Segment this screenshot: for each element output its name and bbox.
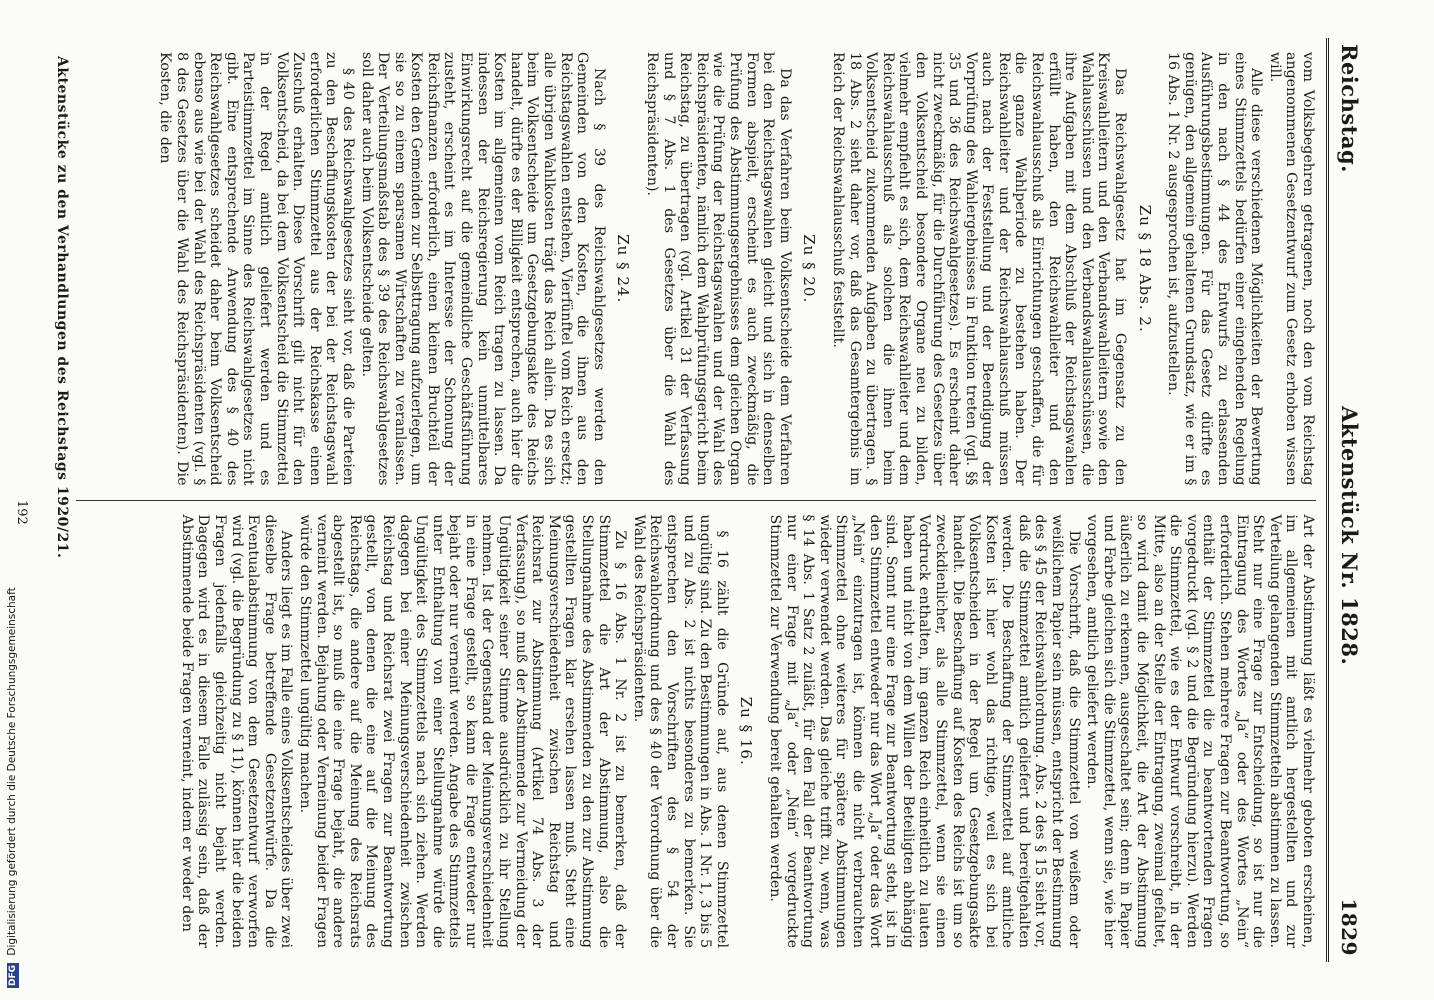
paragraph: Anders liegt es im Falle eines Volksentscheides über zwei dieselbe Frage betreffende Gesetzentwürfe. Da die Eventualabstimmung von dem Gesetzentwurf verworfen wird (vgl. die Begründung zu § 11), können hier die beiden Fragen jedenfalls gleichzeitig nicht bejaht werden. Dagegen wird es in diesem Falle zulässig sein, daß der Abstimmende beide Fragen verneint, indem er weder den [178,514,295,948]
footer-text: Aktenstücke zu den Verhandlungen des Reichstags 1920/21. [54,56,70,559]
paragraph: § 16 zählt die Gründe auf, aus denen Stimmzettel ungültig sind. Zu den Bestimmungen in Abs. 1 Nr. 1, 3 bis 5 und zu Abs. 2 ist nichts besonderes zu bemerken. Sie entsprechen den Vorschriften des § 54 der Reichswahlordnung und des § 40 der Verordnung über die Wahl des Reichspräsidenten. [630,514,730,948]
section-heading: Zu § 16. [737,696,756,766]
section-heading: Zu § 18 Abs. 2. [1135,204,1154,333]
dfg-logo-icon: DFG [8,964,18,986]
running-header [1326,38,1362,962]
paragraph: Art der Abstimmung läßt es vielmehr geboten erscheinen, im allgemeinen mit amtlich hergestellten und zur Verteilung gelangenden Stimmzetteln abstimmen zu lassen. Steht nur eine Frage zur Entscheidung, so ist nur die Eintragung des Wortes „Ja“ oder des Wortes „Nein“ erforderlich. Stehen mehrere Fragen zur Beantwortung, so enthält der Stimmzettel die zu beantwortenden Fragen vorgedruckt (vgl. § 2 und die Begründung hierzu). Werden die Stimmzettel, wie es der Entwurf vorschreibt, in der Mitte, also an der Stelle der Eintragung, zweimal gefaltet, so wird damit die Möglichkeit, die Art der Abstimmung äußerlich zu erkennen, ausgeschaltet sein; denn in Papier und Farbe gleichen sich die Stimmzettel, wenn sie, wie hier vorgesehen, amtlich geliefert werden. [1084,514,1316,948]
paragraph: vom Volksbegehren getragenen, noch den vom Reichstag angenommenen Gesetzentwurf zum Gesetz erhoben wissen will. [1266,52,1316,486]
section-heading: Zu § 24. [614,234,633,304]
header-page-number: 1829 [1337,898,1361,956]
rotated-document-page [6,20,1376,980]
digitization-credit [2,0,22,1000]
paragraph: Nach § 39 des Reichswahlgesetzes werden den Gemeinden von den Kosten, die ihnen aus den Reichstagswahlen entstehen, Vierfünftel vom Reich ersetzt; alle übrigen Wahlkosten trägt das Reich allein. Da es sich beim Volksentscheide um Gesetzgebungsakte des Reichs handelt, dürfte es der Billigkeit entsprechen, auch hier die Kosten im allgemeinen vom Reich tragen zu lassen. Da indessen der Reichsregierung kein unmittelbares Einwirkungsrecht auf die gemeindliche Geschäftsführung zusteht, erscheint es im Interesse der Schonung der Reichsfinanzen erforderlich, einen kleinen Bruchteil der Kosten den Gemeinden zur Selbsttragung aufzuerlegen, um sie so zu einem sparsamen Wirtschaften zu veranlassen. Der Verteilungsmaßstab des § 39 des Reichswahlgesetzes soll daher auch beim Volksentscheide gelten. [358,52,607,486]
paragraph: Da das Verfahren beim Volksentscheide dem Verfahren bei den Reichstagswahlen gleicht und sich in denselben Formen abspielt, erscheint es auch zweckmäßig, die Prüfung des Abstimmungsergebnisses dem gleichen Organ wie die Prüfung der Reichstagswahlen und der Wahl des Reichspräsidenten, nämlich dem Wahlprüfungsgericht beim Reichstag, zu übertragen (vgl. Artikel 31 der Verfassung und § 7 Abs. 1 des Gesetzes über die Wahl des Reichspräsidenten). [644,52,793,486]
paragraph: Alle diese verschiedenen Möglichkeiten der Bewertung eines Stimmzettels bedürfen einer eingehenden Regelung in den nach § 44 des Entwurfs zu erlassenden Ausführungsbestimmungen. Für das Gesetz dürfte es genügen, den allgemein gehaltenen Grundsatz, wie er im § 16 Abs. 1 Nr. 2 ausgesprochen ist, aufzustellen. [1165,52,1265,486]
paragraph: § 40 des Reichswahlgesetzes sieht vor, daß die Parteien zu den Beschaffungskosten der bei der Reichstagswahl erforderlichen Stimmzettel aus der Reichskasse einen Zuschuß erhalten. Diese Vorschrift gilt nicht für den Volksentscheid, da bei dem Volksentscheid die Stimmzettel in der Regel amtlich geliefert werden und es Parteistimmzettel im Sinne des Reichswahlgesetzes nicht gibt. Eine entsprechende Anwendung des § 40 des Reichswahlgesetzes scheidet daher beim Volksentscheid ebenso aus wie bei der Wahl des Reichspräsidenten (vgl. § 8 des Gesetzes über die Wahl des Reichspräsidenten). Die Kosten, die den [157,52,356,486]
section-heading: Zu § 20. [800,234,819,304]
footer [54,38,76,962]
header-left: Reichstag. [1337,44,1362,173]
paragraph: Zu § 16 Abs. 1 Nr. 2 ist zu bemerken, daß der Stimmzettel die Art der Abstimmung, also die Stellungnahme des Abstimmenden zu den zur Abstimmung gestellten Fragen klar ersehen lassen muß. Steht eine Meinungsverschiedenheit zwischen Reichstag und Reichsrat zur Abstimmung (Artikel 74 Abs. 3 der Verfassung), so muß der Abstimmende zur Vermeidung der Ungültigkeit seiner Stimme ausdrücklich zu ihr Stellung nehmen. Ist der Gegenstand der Meinungsverschiedenheit in eine Frage gestellt, so kann die Frage entweder nur bejaht oder nur verneint werden. Angabe des Stimmzettels unter Enthaltung von einer Stellungnahme würde die Ungültigkeit des Stimmzettels nach sich ziehen. Werden dagegen bei einer Meinungsverschiedenheit zwischen Reichstag und Reichsrat zwei Fragen zur Beantwortung gestellt, von denen die eine auf die Meinung des Reichstags, die andere auf die Meinung des Reichsrats abgestellt ist, so muß die eine Frage bejaht, die andere verneint werden. Bejahung oder Verneinung beider Fragen würde den Stimmzettel ungültig machen. [296,514,629,948]
right-column [76,38,1316,500]
left-column [76,500,1316,963]
text-columns [76,38,1316,962]
header-center: Aktenstück Nr. 1828. [1337,405,1362,666]
paragraph: Das Reichswahlgesetz hat im Gegensatz zu den Kreiswahlleitern und den Verbandswahlleitern sowie den Wahlausschüssen und den Verbandswahlausschüssen, die ihre Aufgaben mit dem Abschluß der Reichstagswahlen erfüllt haben, den Reichswahlleiter und den Reichswahlausschuß als Einrichtungen geschaffen, die für die ganze Wahlperiode zu bestehen haben. Der Reichswahlleiter und der Reichswahlausschuß müssen auch nach der Feststellung und der Beendigung der Vorprüfung des Wahlergebnisses in Funktion treten (vgl. §§ 35 und 36 des Reichswahlgesetzes). Es erscheint daher nicht zweckmäßig, für die Durchführung des Gesetzes über den Volksentscheid besondere Organe neu zu bilden, vielmehr empfiehlt es sich, dem Reichswahlleiter und dem Reichswahlausschuß als solchen die ihnen beim Volksentscheid zukommenden Aufgaben zu übertragen. § 18 Abs. 2 sieht daher vor, daß das Gesamtergebnis im Reich der Reichswahlausschuß feststellt. [829,52,1129,486]
paragraph: Die Vorschrift, daß die Stimmzettel von weißem oder weißlichem Papier sein müssen, entspricht der Bestimmung des § 45 der Reichswahlordnung. Abs. 2 des § 15 sieht vor, daß die Stimmzettel amtlich geliefert und bereitgehalten werden. Die Beschaffung der Stimmzettel auf amtliche Kosten ist hier wohl das richtige, weil es sich bei Volksentscheiden in der Regel um Gesetzgebungsakte handelt. Die Beschaffung auf Kosten des Reichs ist um so zweckdienlicher, als alle Stimmzettel, wenn sie einen Vordruck enthalten, im ganzen Reich einheitlich zu lauten haben und nicht von dem Willen der Beteiligten abhängig sind. Sonnt nur eine Frage zur Beantwortung steht, ist in den Stimmzettel entweder nur das Wort „Ja“ oder das Wort „Nein“ einzutragen ist, können die nicht verbrauchten Stimmzettel ohne weiteres für spätere Abstimmungen wieder verwendet werden. Das gleiche trifft zu, wenn, was § 14 Abs. 1 Satz 2 zuläßt, für den Fall der Beantwortung nur einer Frage mit „Ja“ oder „Nein“ vorgedruckte Stimmzettel zur Verwendung bereit gehalten werden. [767,514,1082,948]
page-number: 192 [14,500,29,525]
credit-text: Digitalisierung gefördert durch die Deutsche Forschungsgemeinschaft [6,587,18,956]
